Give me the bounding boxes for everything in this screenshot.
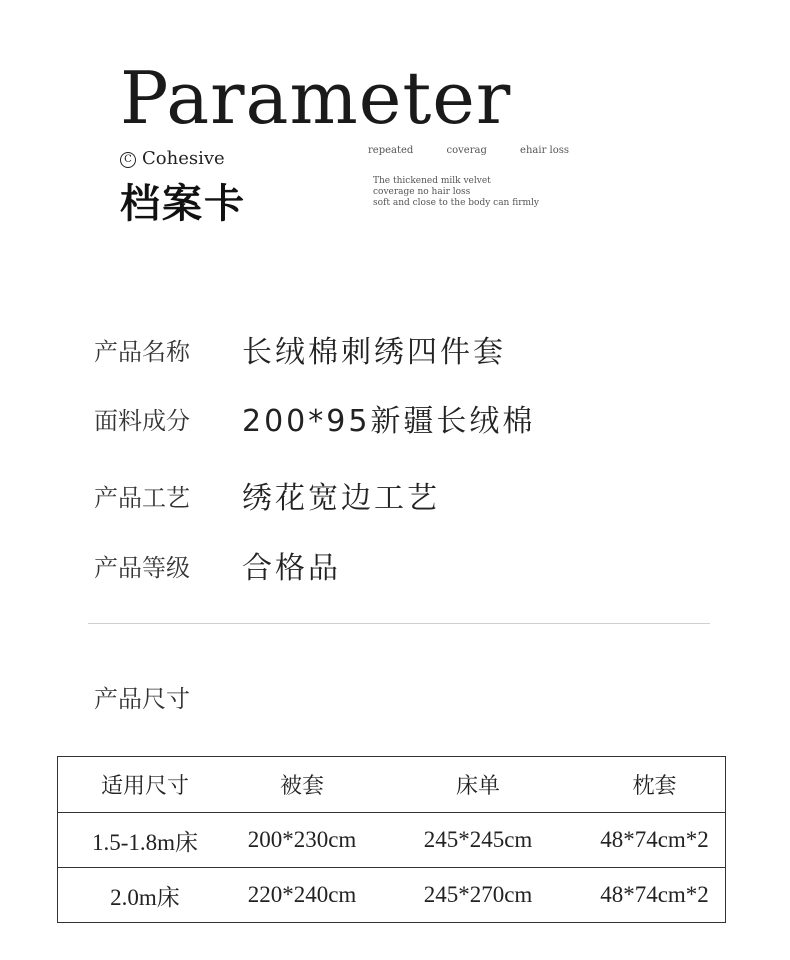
brand-title: Parameter	[120, 56, 512, 140]
param-label: 产品工艺	[94, 484, 190, 512]
brand-tags	[368, 145, 599, 156]
param-label: 产品名称	[94, 338, 190, 366]
table-row	[58, 868, 726, 923]
table-row	[58, 813, 726, 868]
table-header-row	[58, 757, 726, 813]
table-cell: 48*74cm*2	[584, 813, 726, 868]
table-header: 床单	[372, 757, 584, 813]
brand-cn-title: 档案卡	[120, 181, 246, 227]
param-label: 面料成分	[94, 407, 190, 435]
param-value: 长绒棉刺绣四件套	[242, 335, 506, 370]
copyright-icon: C	[120, 152, 136, 168]
size-heading: 产品尺寸	[94, 685, 190, 713]
table-cell: 48*74cm*2	[600, 882, 709, 907]
table-header: 枕套	[584, 757, 726, 813]
table-cell: 245*245cm	[372, 813, 584, 868]
table-header: 被套	[232, 757, 372, 813]
tagline-line: soft and close to the body can firmly	[373, 198, 540, 208]
param-value: 绣花宽边工艺	[242, 481, 440, 516]
table-cell: 2.0m床	[110, 884, 180, 910]
brand-tagline	[373, 176, 539, 209]
param-value: 合格品	[242, 551, 341, 586]
table-cell: 1.5-1.8m床	[58, 813, 233, 868]
param-label: 产品等级	[94, 554, 190, 582]
tag: ehair loss	[520, 145, 570, 156]
tag: repeated	[368, 145, 414, 156]
tagline-line: coverage no hair loss	[373, 187, 471, 197]
table-cell: 200*230cm	[232, 813, 372, 868]
tag: coverag	[446, 145, 487, 156]
size-table	[57, 756, 726, 923]
param-value: 200*95新疆长绒棉	[242, 404, 536, 439]
table-cell: 220*240cm	[247, 882, 357, 907]
brand-subtitle-text: Cohesive	[142, 148, 225, 169]
divider	[88, 623, 710, 624]
table-cell: 245*270cm	[423, 882, 533, 907]
tagline-line: The thickened milk velvet	[373, 176, 491, 186]
brand-subtitle	[120, 148, 225, 169]
table-header: 适用尺寸	[58, 757, 233, 813]
